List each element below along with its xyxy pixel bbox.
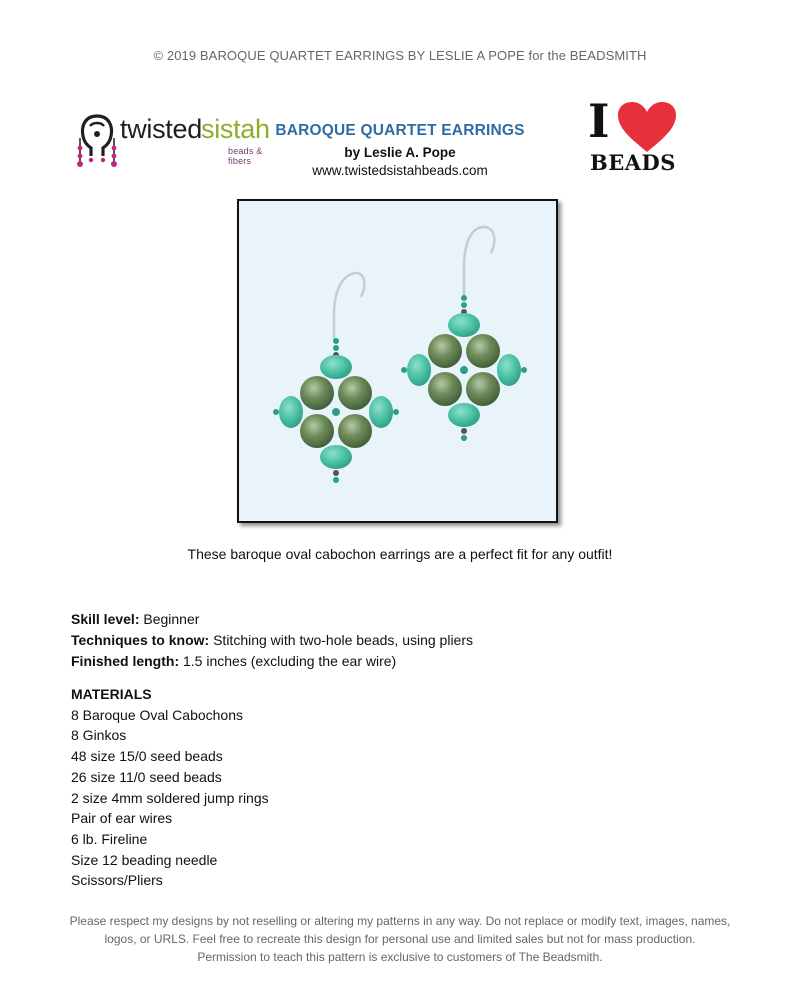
materials-heading: MATERIALS [71,686,152,702]
detail-label: Skill level: [71,611,140,627]
notice-line: Please respect my designs by not reselling or altering my patterns in any way. Do not replace or modify text, images, names, [69,914,731,928]
list-item: 2 size 4mm soldered jump rings [71,789,269,806]
list-item: Size 12 beading needle [71,851,218,868]
author-byline: by Leslie A. Pope [344,145,456,160]
detail-skill-level [71,609,473,630]
notice-line: Permission to teach this pattern is exclusive to customers of The Beadsmith. [197,950,603,964]
heart-icon [616,100,678,154]
logo-subtitle: beads & fibers [228,146,263,166]
detail-value: 1.5 inches (excluding the ear wire) [179,653,397,669]
list-item: Pair of ear wires [71,810,173,827]
list-item: 8 Baroque Oval Cabochons [71,706,243,723]
i-love-beads-logo [588,94,688,178]
detail-techniques [71,630,473,651]
title-block [250,122,550,178]
logo-word-twisted: twisted [120,114,202,144]
website-url: www.twistedsistahbeads.com [312,163,488,178]
detail-value: Stitching with two-hole beads, using pliers [209,632,474,648]
detail-label: Techniques to know: [71,632,210,648]
twisted-sistah-logo [76,112,276,174]
pattern-title: BAROQUE QUARTET EARRINGS [275,122,525,139]
beaded-face-logo-icon [76,112,118,174]
list-item: Scissors/Pliers [71,872,163,889]
list-item: 8 Ginkos [71,727,127,744]
left-earring [273,338,399,483]
usage-notice [40,912,760,966]
pattern-details [71,609,473,672]
list-item: 48 size 15/0 seed beads [71,748,223,765]
materials-list [71,684,269,891]
right-earring [401,295,527,441]
logo-letter-i: I [588,94,610,148]
list-item: 26 size 11/0 seed beads [71,768,222,785]
notice-line: logos, or URLS. Feel free to recreate this design for personal use and limited sales but not for mass production. [104,932,696,946]
detail-label: Finished length: [71,653,180,669]
earrings-photo [237,199,558,523]
logo-word-sistah: sistah [201,114,270,144]
detail-finished-length [71,651,473,672]
logo-word-beads: BEADS [590,150,676,175]
detail-value: Beginner [139,611,200,627]
list-item: 6 lb. Fireline [71,830,148,847]
photo-caption: These baroque oval cabochon earrings are a perfect fit for any outfit! [187,546,613,562]
copyright-line: © 2019 BAROQUE QUARTET EARRINGS BY LESLIE A POPE for the BEADSMITH [153,48,647,63]
earrings-illustration [239,201,556,521]
